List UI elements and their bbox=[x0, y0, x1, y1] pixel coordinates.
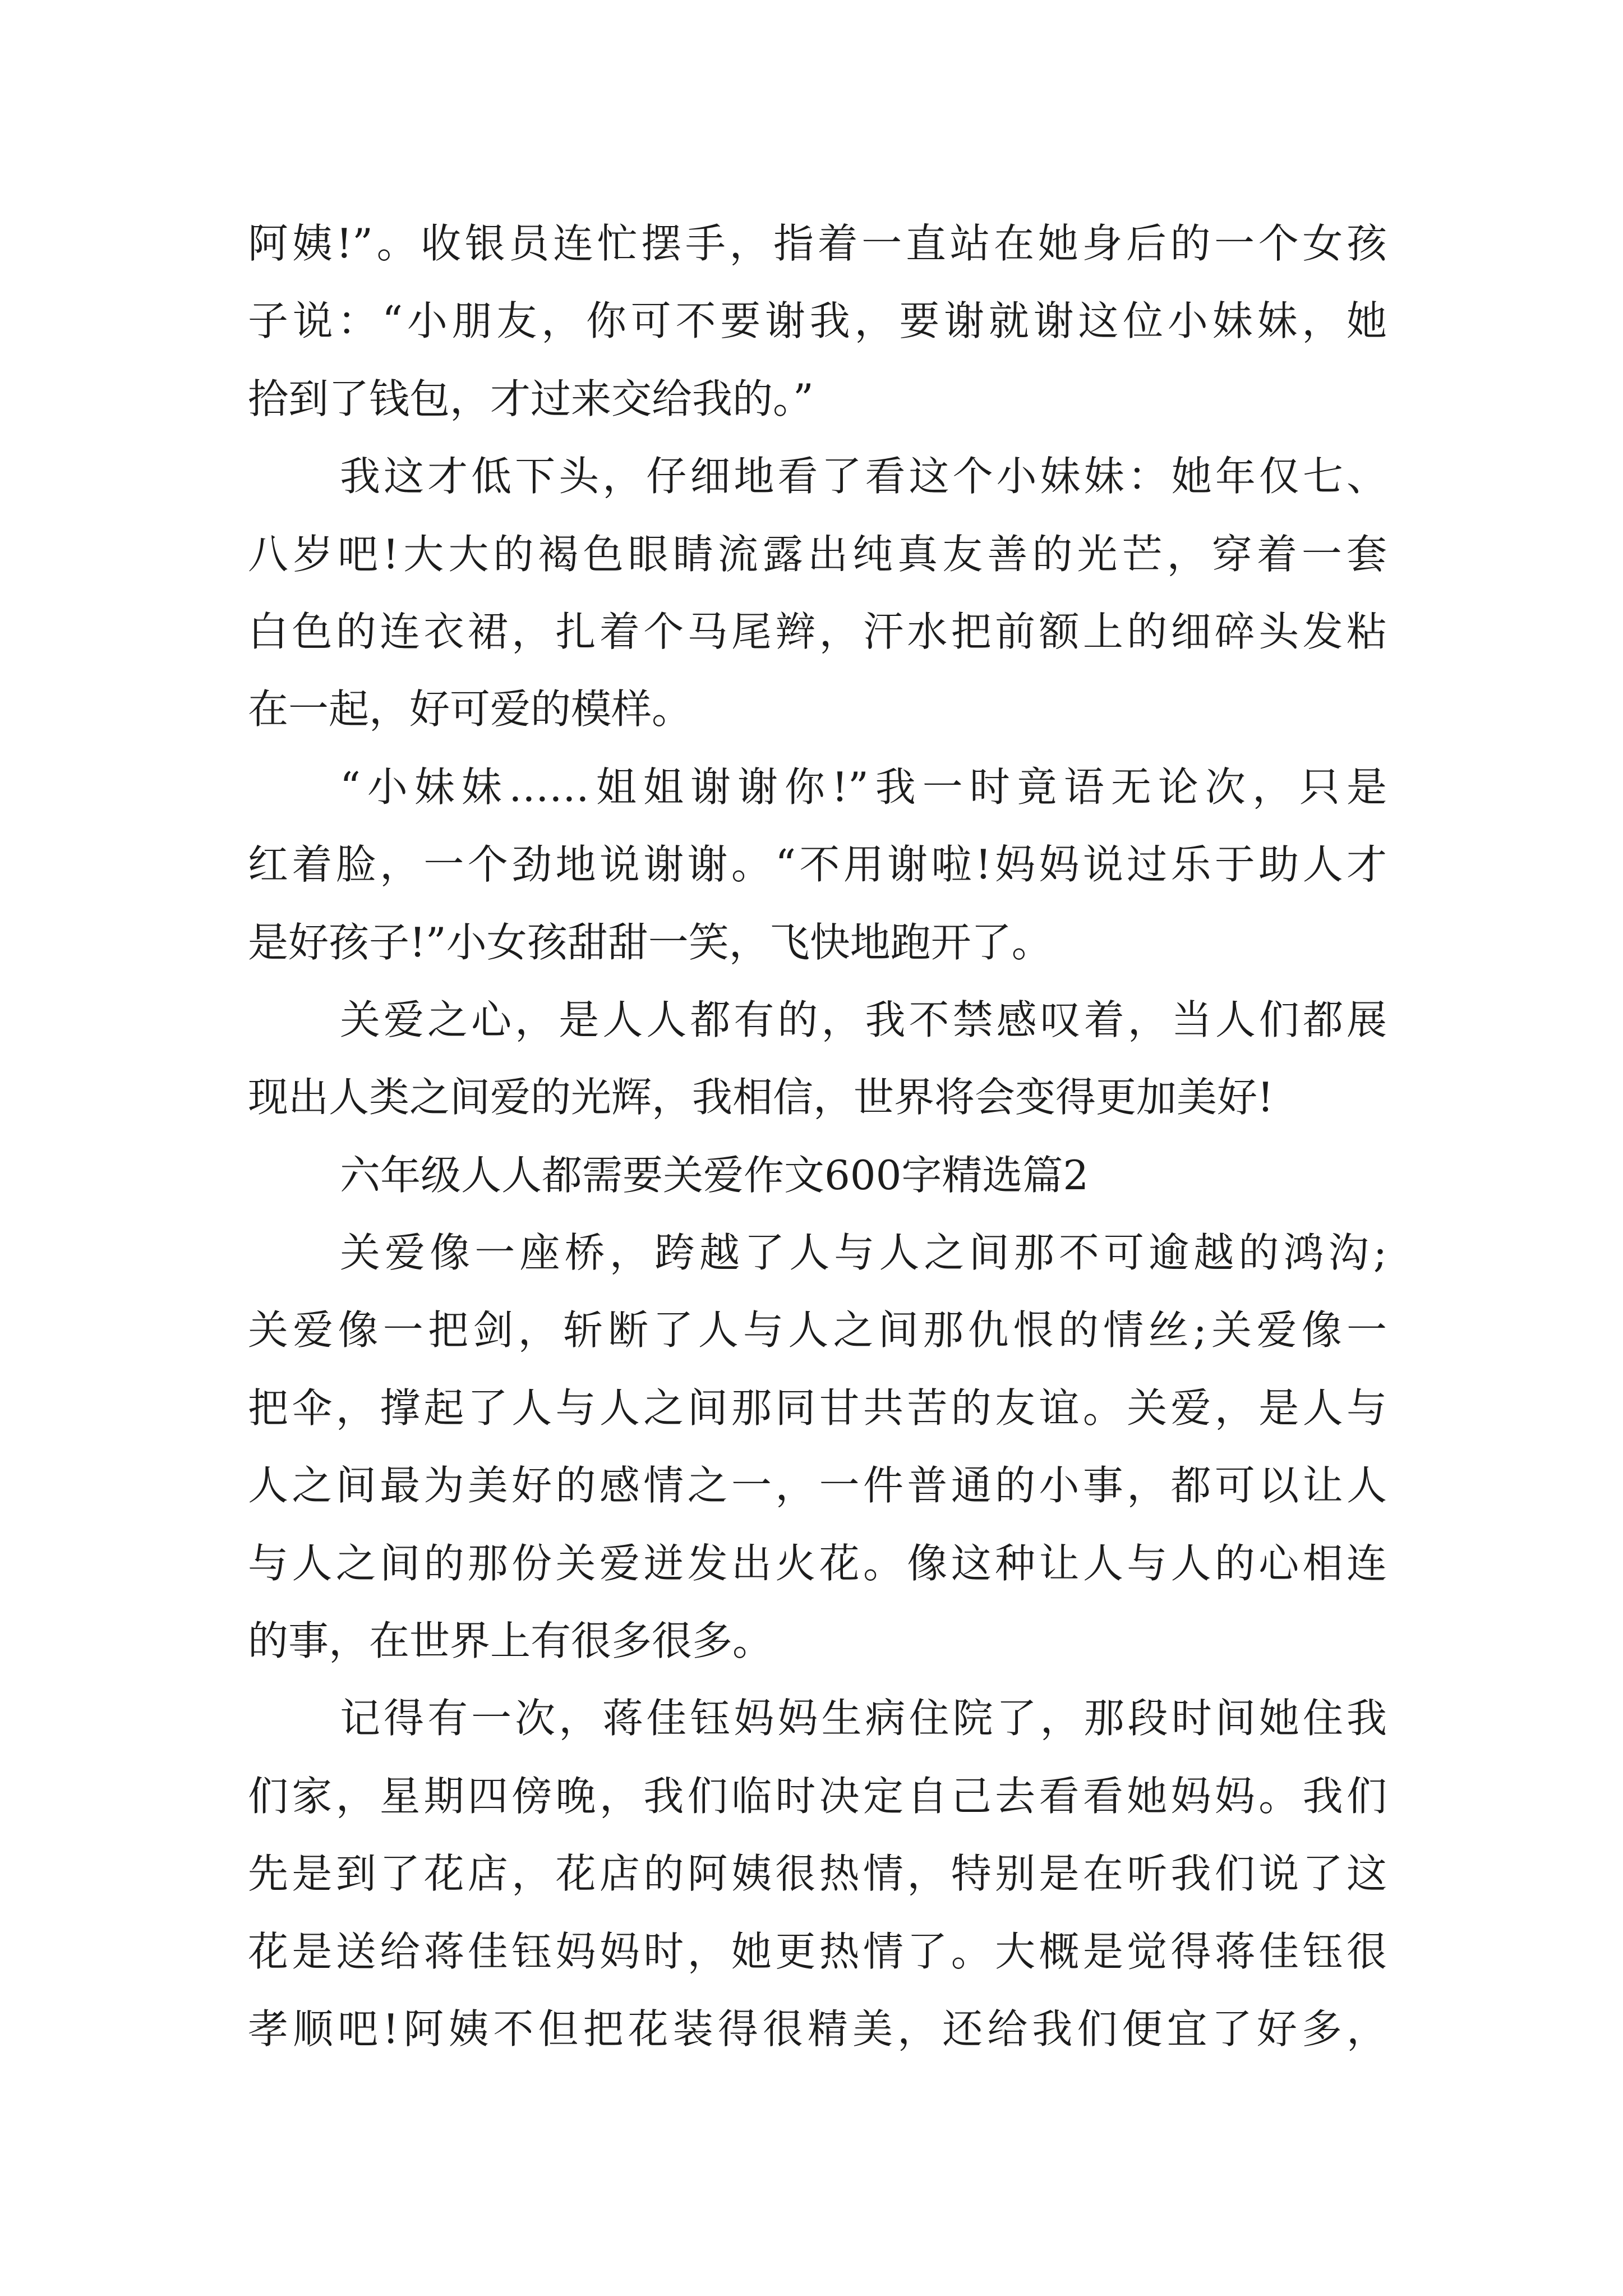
text-line: 记得有一次，蒋佳钰妈妈生病住院了，那段时间她住我 bbox=[340, 1695, 1387, 1742]
text-line: 八岁吧!大大的褐色眼睛流露出纯真友善的光芒，穿着一套 bbox=[248, 530, 1387, 578]
text-line: 关爱像一把剑，斩断了人与人之间那仇恨的情丝;关爱像一 bbox=[248, 1306, 1387, 1354]
paragraph bbox=[248, 1214, 1387, 1680]
text-line: 现出人类之间爱的光辉，我相信，世界将会变得更加美好! bbox=[248, 1074, 1274, 1121]
text-line: “小妹妹……姐姐谢谢你!”我一时竟语无论次，只是 bbox=[340, 763, 1387, 811]
text-line: 把伞，撑起了人与人之间那同甘共苦的友谊。关爱，是人与 bbox=[248, 1384, 1387, 1432]
text-line: 关爱像一座桥，跨越了人与人之间那不可逾越的鸿沟; bbox=[340, 1229, 1387, 1277]
text-line: 红着脸，一个劲地说谢谢。“不用谢啦!妈妈说过乐于助人才 bbox=[248, 841, 1387, 889]
text-line: 与人之间的那份关爱迸发出火花。像这种让人与人的心相连 bbox=[248, 1539, 1387, 1587]
text-line: 子说：“小朋友，你可不要谢我，要谢就谢这位小妹妹，她 bbox=[248, 297, 1387, 345]
text-line: 我这才低下头，仔细地看了看这个小妹妹：她年仅七、 bbox=[340, 453, 1387, 500]
text-line: 的事，在世界上有很多很多。 bbox=[248, 1617, 773, 1665]
text-line: 花是送给蒋佳钰妈妈时，她更热情了。大概是觉得蒋佳钰很 bbox=[248, 1927, 1387, 1975]
text-line: 们家，星期四傍晚，我们临时决定自己去看看她妈妈。我们 bbox=[248, 1772, 1387, 1820]
essay-title: 六年级人人都需要关爱作文600字精选篇2 bbox=[340, 1151, 1089, 1199]
text-line: 先是到了花店，花店的阿姨很热情，特别是在听我们说了这 bbox=[248, 1850, 1387, 1898]
paragraph bbox=[248, 205, 1387, 438]
text-line: 拾到了钱包，才过来交给我的。” bbox=[248, 375, 814, 422]
text-line: 阿姨!”。收银员连忙摆手，指着一直站在她身后的一个女孩 bbox=[248, 220, 1387, 267]
text-line: 人之间最为美好的感情之一，一件普通的小事，都可以让人 bbox=[248, 1462, 1387, 1510]
text-line: 是好孩子!”小女孩甜甜一笑，飞快地跑开了。 bbox=[248, 918, 1052, 966]
page-body bbox=[248, 205, 1387, 2068]
paragraph bbox=[248, 438, 1387, 748]
text-line: 在一起，好可爱的模样。 bbox=[248, 685, 693, 733]
paragraph bbox=[248, 981, 1387, 1137]
paragraph bbox=[248, 1680, 1387, 2068]
text-line: 关爱之心，是人人都有的，我不禁感叹着，当人们都展 bbox=[340, 996, 1387, 1043]
text-line: 孝顺吧!阿姨不但把花装得很精美，还给我们便宜了好多， bbox=[248, 2005, 1387, 2053]
text-line: 白色的连衣裙，扎着个马尾辫，汗水把前额上的细碎头发粘 bbox=[248, 608, 1387, 655]
paragraph bbox=[248, 748, 1387, 981]
